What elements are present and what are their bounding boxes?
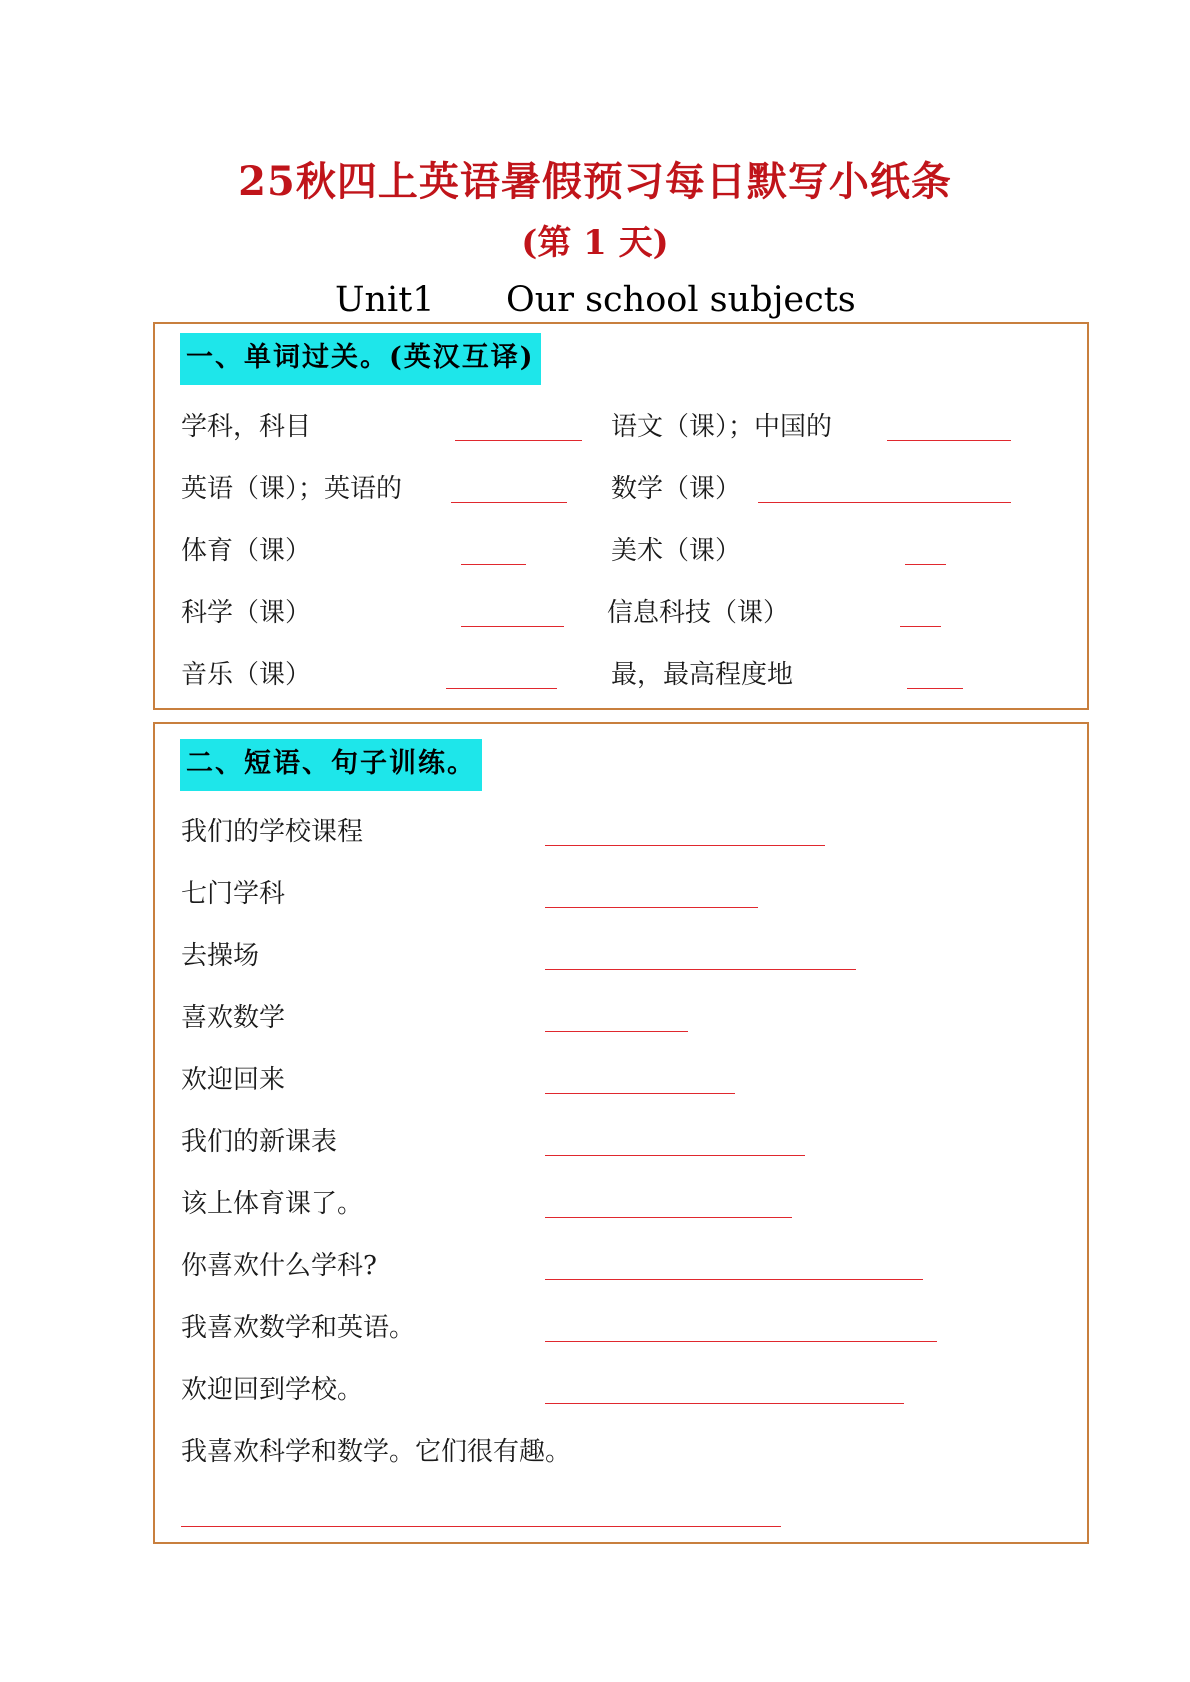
- vocab-answer-blank[interactable]: [905, 564, 946, 565]
- vocab-answer-blank[interactable]: [907, 688, 963, 689]
- phrase-prompt: 七门学科: [181, 879, 286, 909]
- sentence-answer-blank[interactable]: [181, 1526, 781, 1527]
- unit-number: Unit1: [335, 280, 435, 320]
- sentence-prompt: 欢迎回到学校。: [181, 1375, 364, 1405]
- sentence-answer-blank[interactable]: [545, 1217, 792, 1218]
- vocab-answer-blank[interactable]: [900, 626, 941, 627]
- sentence-prompt: 该上体育课了。: [181, 1189, 364, 1219]
- vocab-answer-blank[interactable]: [455, 440, 582, 441]
- sentence-prompt: 我喜欢数学和英语。: [181, 1313, 416, 1343]
- vocab-prompt: 语文（课）；中国的: [611, 412, 833, 442]
- vocab-answer-blank[interactable]: [451, 502, 567, 503]
- phrase-answer-blank[interactable]: [545, 969, 856, 970]
- phrase-answer-blank[interactable]: [545, 907, 758, 908]
- phrase-answer-blank[interactable]: [545, 1031, 688, 1032]
- vocab-prompt: 学科，科目: [181, 412, 312, 442]
- phrase-answer-blank[interactable]: [545, 845, 825, 846]
- vocab-prompt: 音乐（课）: [181, 660, 312, 690]
- vocab-prompt: 数学（课）: [611, 474, 742, 504]
- vocab-prompt: 最，最高程度地: [611, 660, 794, 690]
- vocab-prompt: 体育（课）: [181, 536, 312, 566]
- vocabulary-section-label: 一、单词过关。(英汉互译): [180, 333, 541, 385]
- unit-name: Our school subjects: [506, 280, 856, 320]
- phrase-prompt: 去操场: [181, 941, 260, 971]
- vocab-prompt: 科学（课）: [181, 598, 312, 628]
- sentence-answer-blank[interactable]: [545, 1341, 937, 1342]
- phrase-prompt: 喜欢数学: [181, 1003, 286, 1033]
- sentence-answer-blank[interactable]: [545, 1403, 904, 1404]
- vocab-answer-blank[interactable]: [461, 564, 526, 565]
- phrase-answer-blank[interactable]: [545, 1155, 805, 1156]
- vocab-answer-blank[interactable]: [758, 502, 1011, 503]
- phrase-answer-blank[interactable]: [545, 1093, 735, 1094]
- phrase-prompt: 我们的学校课程: [181, 817, 364, 847]
- vocab-prompt: 信息科技（课）: [607, 598, 790, 628]
- vocab-prompt: 美术（课）: [611, 536, 742, 566]
- phrase-section-label: 二、短语、句子训练。: [180, 739, 482, 791]
- vocab-answer-blank[interactable]: [461, 626, 564, 627]
- day-label: (第 1 天): [521, 223, 669, 263]
- worksheet-title: 25秋四上英语暑假预习每日默写小纸条: [238, 158, 952, 205]
- sentence-prompt: 你喜欢什么学科?: [181, 1251, 377, 1281]
- vocab-prompt: 英语（课）；英语的: [181, 474, 403, 504]
- sentence-answer-blank[interactable]: [545, 1279, 923, 1280]
- phrase-prompt: 欢迎回来: [181, 1065, 286, 1095]
- sentence-prompt: 我喜欢科学和数学。它们很有趣。: [181, 1437, 572, 1467]
- vocab-answer-blank[interactable]: [887, 440, 1011, 441]
- phrase-prompt: 我们的新课表: [181, 1127, 338, 1157]
- vocab-answer-blank[interactable]: [446, 688, 557, 689]
